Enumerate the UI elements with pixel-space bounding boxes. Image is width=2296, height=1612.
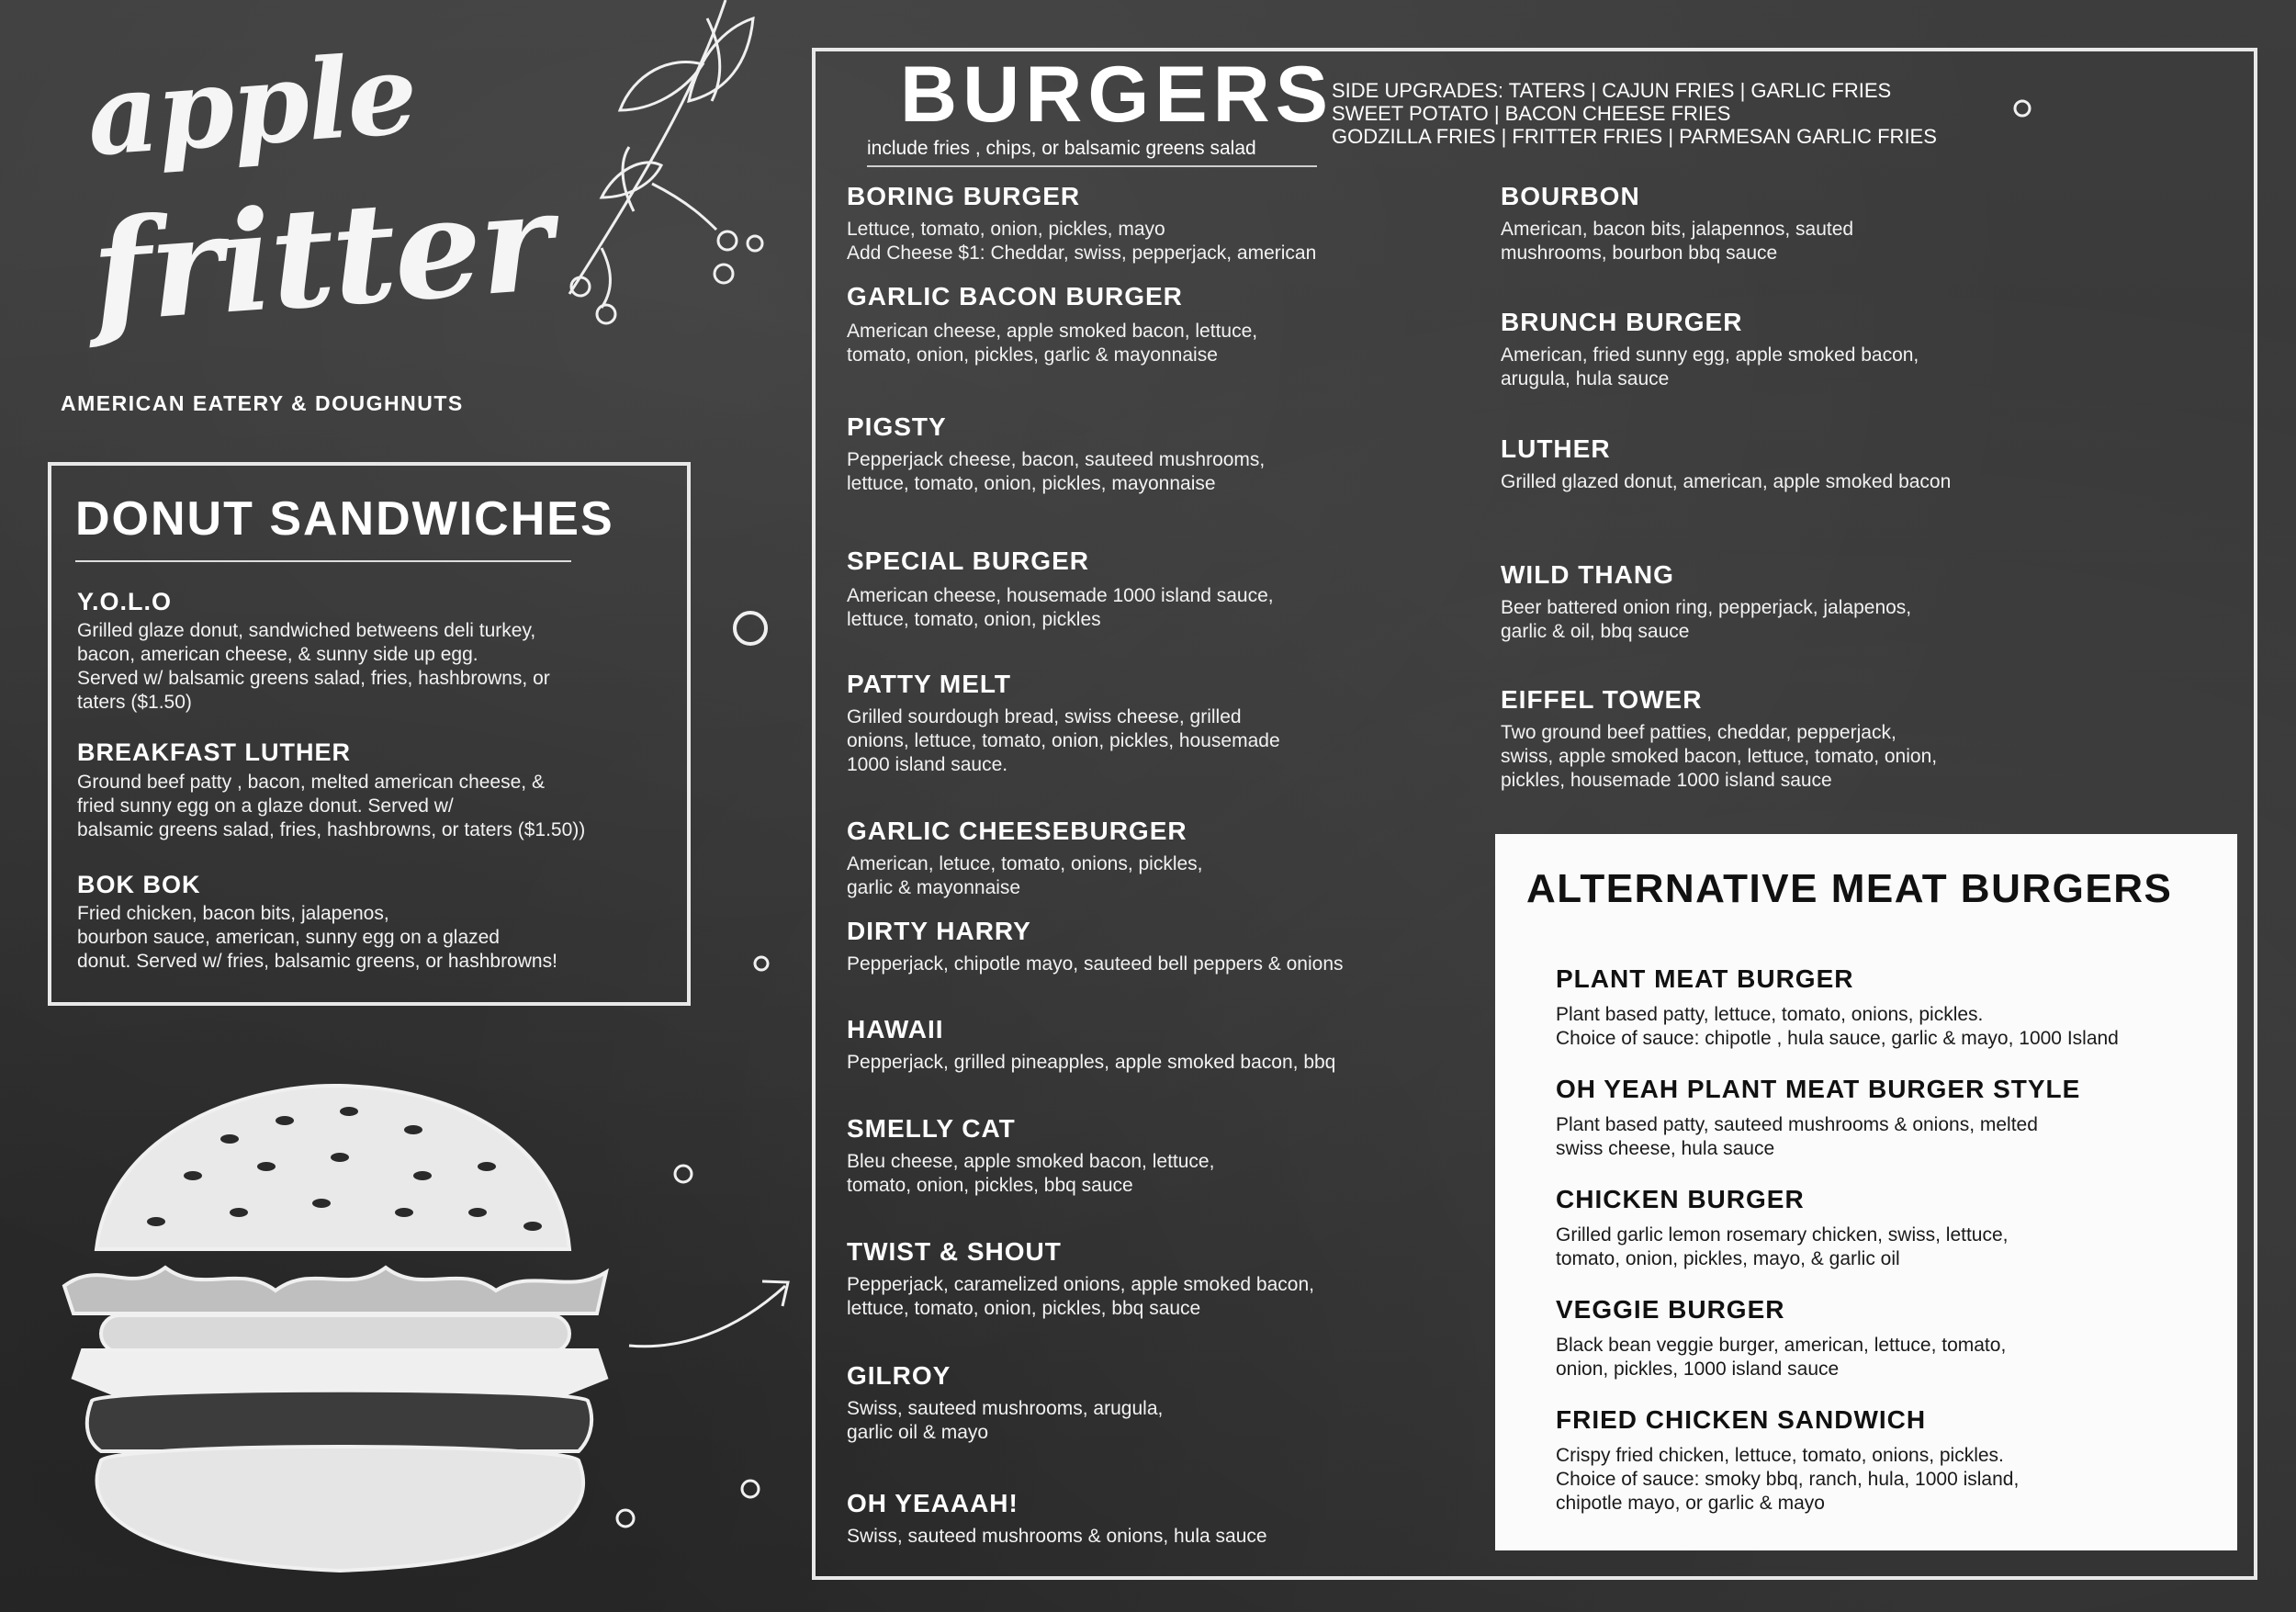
alt-burger-name: VEGGIE BURGER — [1556, 1295, 1785, 1324]
burger-desc: American cheese, housemade 1000 island sauce, lettuce, tomato, onion, pickles — [847, 585, 1274, 630]
donut-item-desc: Fried chicken, bacon bits, jalapenos, bourbon sauce, american, sunny egg on a glazed donut. Served w/ fries, balsamic greens, or hashbrowns! — [77, 903, 557, 972]
burger-desc: Beer battered onion ring, pepperjack, jalapenos, garlic & oil, bbq sauce — [1501, 597, 1912, 642]
burger-desc: American cheese, apple smoked bacon, lettuce, tomato, onion, pickles, garlic & mayonnaise — [847, 321, 1258, 366]
logo-apple: apple — [83, 28, 420, 182]
burger-name: DIRTY HARRY — [847, 917, 1031, 945]
burger-desc: Grilled glazed donut, american, apple smoked bacon — [1501, 471, 1952, 492]
alt-burger-desc: Grilled garlic lemon rosemary chicken, swiss, lettuce, tomato, onion, pickles, mayo, & garlic oil — [1556, 1224, 2009, 1269]
alt-burger-name: PLANT MEAT BURGER — [1556, 964, 1854, 993]
burger-desc: Swiss, sauteed mushrooms, arugula, garlic oil & mayo — [847, 1398, 1164, 1443]
burger-desc: Lettuce, tomato, onion, pickles, mayo Add Cheese $1: Cheddar, swiss, pepperjack, american — [847, 219, 1317, 264]
burger-desc: American, letuce, tomato, onions, pickles, garlic & mayonnaise — [847, 853, 1203, 898]
decorative-circle-icon — [730, 608, 771, 648]
burger-illustration-icon — [46, 1075, 634, 1589]
burger-name: BOURBON — [1501, 182, 1640, 210]
burger-name: GARLIC BACON BURGER — [847, 282, 1183, 310]
burger-name: EIFFEL TOWER — [1501, 685, 1703, 714]
burger-name: TWIST & SHOUT — [847, 1237, 1062, 1266]
alternative-meat-title: ALTERNATIVE MEAT BURGERS — [1526, 866, 2173, 911]
arrow-icon — [625, 1268, 799, 1350]
divider — [75, 560, 571, 562]
alt-burger-name: OH YEAH PLANT MEAT BURGER STYLE — [1556, 1075, 2081, 1103]
burger-desc: Pepperjack cheese, bacon, sauteed mushrooms, lettuce, tomato, onion, pickles, mayonnaise — [847, 449, 1266, 494]
burger-name: PIGSTY — [847, 412, 947, 441]
alt-burger-desc: Plant based patty, lettuce, tomato, onions, pickles. Choice of sauce: chipotle , hula sauce, garlic & mayo, 1000 Island — [1556, 1004, 2119, 1049]
burger-name: GARLIC CHEESEBURGER — [847, 817, 1187, 845]
burger-desc: American, fried sunny egg, apple smoked bacon, arugula, hula sauce — [1501, 344, 1919, 389]
donut-item-name: BREAKFAST LUTHER — [77, 738, 351, 766]
logo-fritter: fritter — [86, 160, 557, 355]
donut-sandwiches-title: DONUT SANDWICHES — [75, 492, 614, 546]
alt-burger-desc: Plant based patty, sauteed mushrooms & onions, melted swiss cheese, hula sauce — [1556, 1114, 2038, 1159]
leaf-branch-icon — [514, 0, 781, 340]
burger-name: HAWAII — [847, 1015, 944, 1043]
decorative-circle-icon — [671, 1162, 695, 1186]
burger-name: SPECIAL BURGER — [847, 547, 1089, 575]
burger-name: GILROY — [847, 1361, 951, 1390]
burger-name: BORING BURGER — [847, 182, 1081, 210]
side-upgrades: SIDE UPGRADES: TATERS | CAJUN FRIES | GARLIC FRIES SWEET POTATO | BACON CHEESE FRIES GODZILLA FRIES | FRITTER FRIES | PARMESAN GARLIC FRIES — [1332, 79, 1937, 148]
divider — [867, 165, 1317, 167]
burger-desc: Pepperjack, grilled pineapples, apple smoked bacon, bbq — [847, 1052, 1336, 1073]
burger-desc: American, bacon bits, jalapennos, sauted mushrooms, bourbon bbq sauce — [1501, 219, 1854, 264]
decorative-circle-icon — [752, 954, 771, 973]
burger-desc: Bleu cheese, apple smoked bacon, lettuce, tomato, onion, pickles, bbq sauce — [847, 1151, 1215, 1196]
burger-name: BRUNCH BURGER — [1501, 308, 1743, 336]
burger-desc: Swiss, sauteed mushrooms & onions, hula sauce — [847, 1526, 1267, 1547]
burger-desc: Pepperjack, caramelized onions, apple smoked bacon, lettuce, tomato, onion, pickles, bbq sauce — [847, 1274, 1314, 1319]
alt-burger-name: FRIED CHICKEN SANDWICH — [1556, 1405, 1927, 1434]
donut-item-name: BOK BOK — [77, 871, 201, 898]
burgers-subtitle: include fries , chips, or balsamic greens salad — [867, 138, 1256, 159]
tagline: AMERICAN EATERY & DOUGHNUTS — [61, 391, 464, 415]
burger-name: LUTHER — [1501, 434, 1611, 463]
burger-desc: Two ground beef patties, cheddar, pepperjack, swiss, apple smoked bacon, lettuce, tomato, onion, pickles, housemade 1000 island sauce — [1501, 722, 1938, 791]
burgers-title: BURGERS — [900, 51, 1334, 139]
donut-item-desc: Ground beef patty , bacon, melted american cheese, & fried sunny egg on a glaze donut. Served w/ balsamic greens salad, fries, hashbrowns, or taters ($1.50)) — [77, 772, 586, 840]
burger-desc: Grilled sourdough bread, swiss cheese, grilled onions, lettuce, tomato, onion, pickles, housemade 1000 island sauce. — [847, 706, 1280, 775]
alt-burger-desc: Black bean veggie burger, american, lettuce, tomato, onion, pickles, 1000 island sauce — [1556, 1335, 2007, 1380]
burger-name: WILD THANG — [1501, 560, 1674, 589]
burger-name: SMELLY CAT — [847, 1114, 1016, 1143]
decorative-circle-icon — [613, 1506, 637, 1530]
donut-item-name: Y.O.L.O — [77, 588, 173, 615]
burger-name: OH YEAAAH! — [847, 1489, 1019, 1517]
decorative-circle-icon — [738, 1477, 762, 1501]
alt-burger-desc: Crispy fried chicken, lettuce, tomato, onions, pickles. Choice of sauce: smoky bbq, ranch, hula, 1000 island, chipotle mayo, or garlic & mayo — [1556, 1445, 2020, 1514]
burger-name: PATTY MELT — [847, 670, 1012, 698]
donut-item-desc: Grilled glaze donut, sandwiched betweens deli turkey, bacon, american cheese, & sunny side up egg. Served w/ balsamic greens salad, fries, hashbrowns, or taters ($1.50) — [77, 620, 550, 713]
burger-desc: Pepperjack, chipotle mayo, sauteed bell peppers & onions — [847, 953, 1344, 975]
alt-burger-name: CHICKEN BURGER — [1556, 1185, 1805, 1213]
